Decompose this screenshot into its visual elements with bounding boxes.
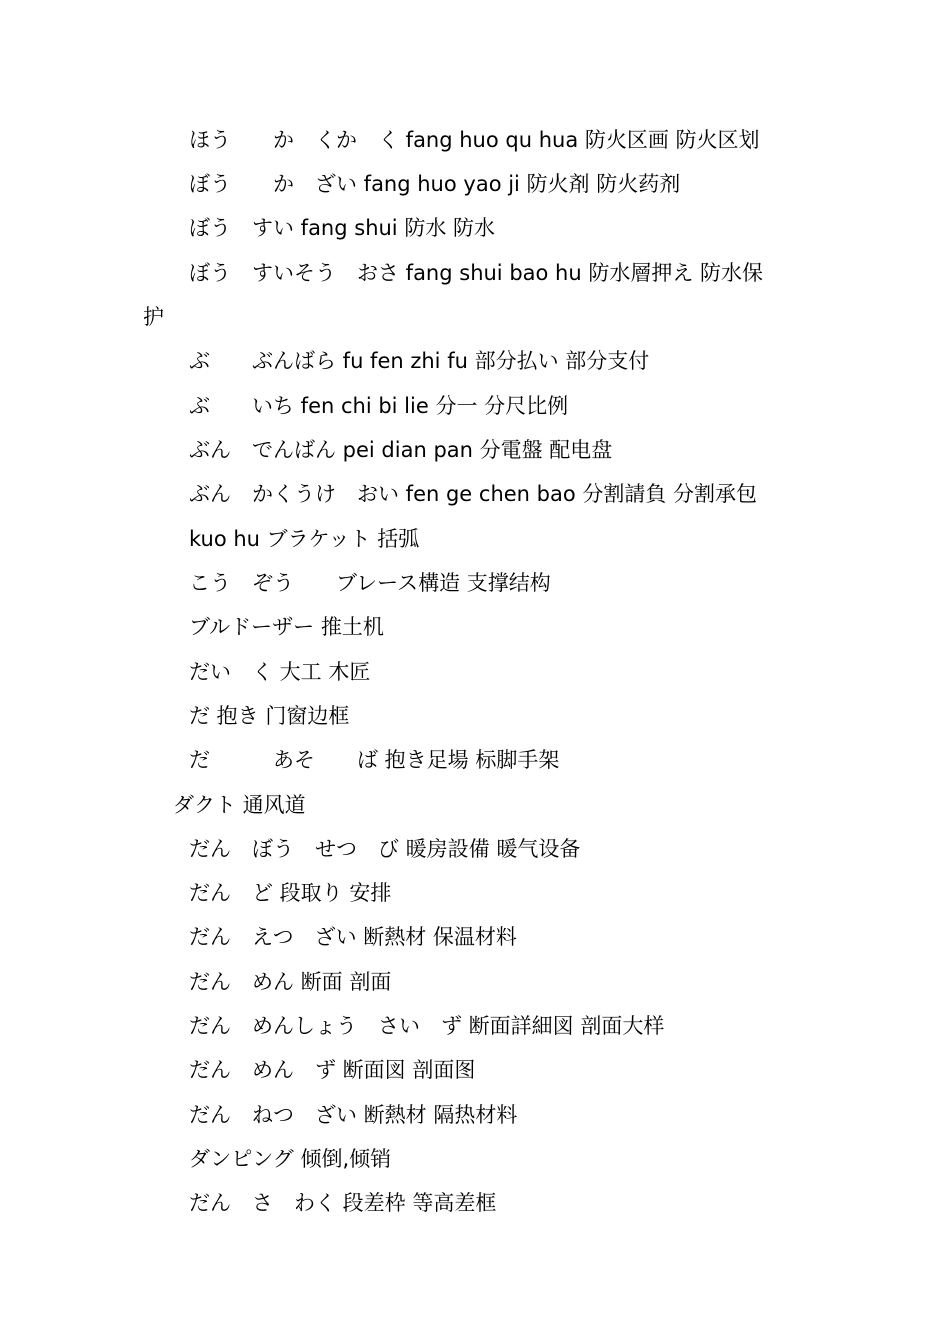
text-line: ぶ いち fen chi bi lie 分一 分尺比例	[189, 394, 569, 418]
text-line: ぶん でんばん pei dian pan 分電盤 配电盘	[189, 438, 613, 462]
text-line: だ あそ ば 抱き足場 标脚手架	[189, 748, 560, 772]
text-line: だん めんしょう さい ず 断面詳細図 剖面大样	[189, 1014, 665, 1038]
text-line: だん えつ ざい 断熱材 保温材料	[189, 925, 517, 949]
text-line: 护	[143, 305, 164, 329]
text-line: だん めん 断面 剖面	[189, 970, 392, 994]
text-line: ぼう すい fang shui 防水 防水	[189, 216, 495, 240]
text-line: ダンピング 倾倒,倾销	[189, 1147, 392, 1171]
text-line: ほう か くか く fang huo qu hua 防火区画 防火区划	[189, 128, 760, 152]
text-line: ぼう か ざい fang huo yao ji 防火剤 防火药剂	[189, 172, 681, 196]
text-line: だん ねつ ざい 断熱材 隔热材料	[189, 1103, 518, 1127]
text-line: だん さ わく 段差枠 等高差框	[189, 1191, 497, 1215]
text-line: ブルドーザー 推土机	[189, 615, 384, 639]
text-line: ぶ ぶんばら fu fen zhi fu 部分払い 部分支付	[189, 349, 650, 373]
text-line: ダクト 通风道	[173, 793, 306, 817]
text-line: だん ど 段取り 安排	[189, 881, 392, 905]
text-line: だん めん ず 断面図 剖面图	[189, 1058, 476, 1082]
text-line: だん ぼう せつ び 暖房設備 暖气设备	[189, 837, 581, 861]
text-line: だ 抱き 门窗边框	[189, 704, 350, 728]
text-line: だい く 大工 木匠	[189, 660, 371, 684]
text-line: こう ぞう ブレース構造 支撑结构	[189, 571, 551, 595]
text-line: ぶん かくうけ おい fen ge chen bao 分割請負 分割承包	[189, 482, 758, 506]
text-line: kuo hu ブラケット 括弧	[189, 527, 420, 551]
text-line: ぼう すいそう おさ fang shui bao hu 防水層押え 防水保	[189, 261, 764, 285]
